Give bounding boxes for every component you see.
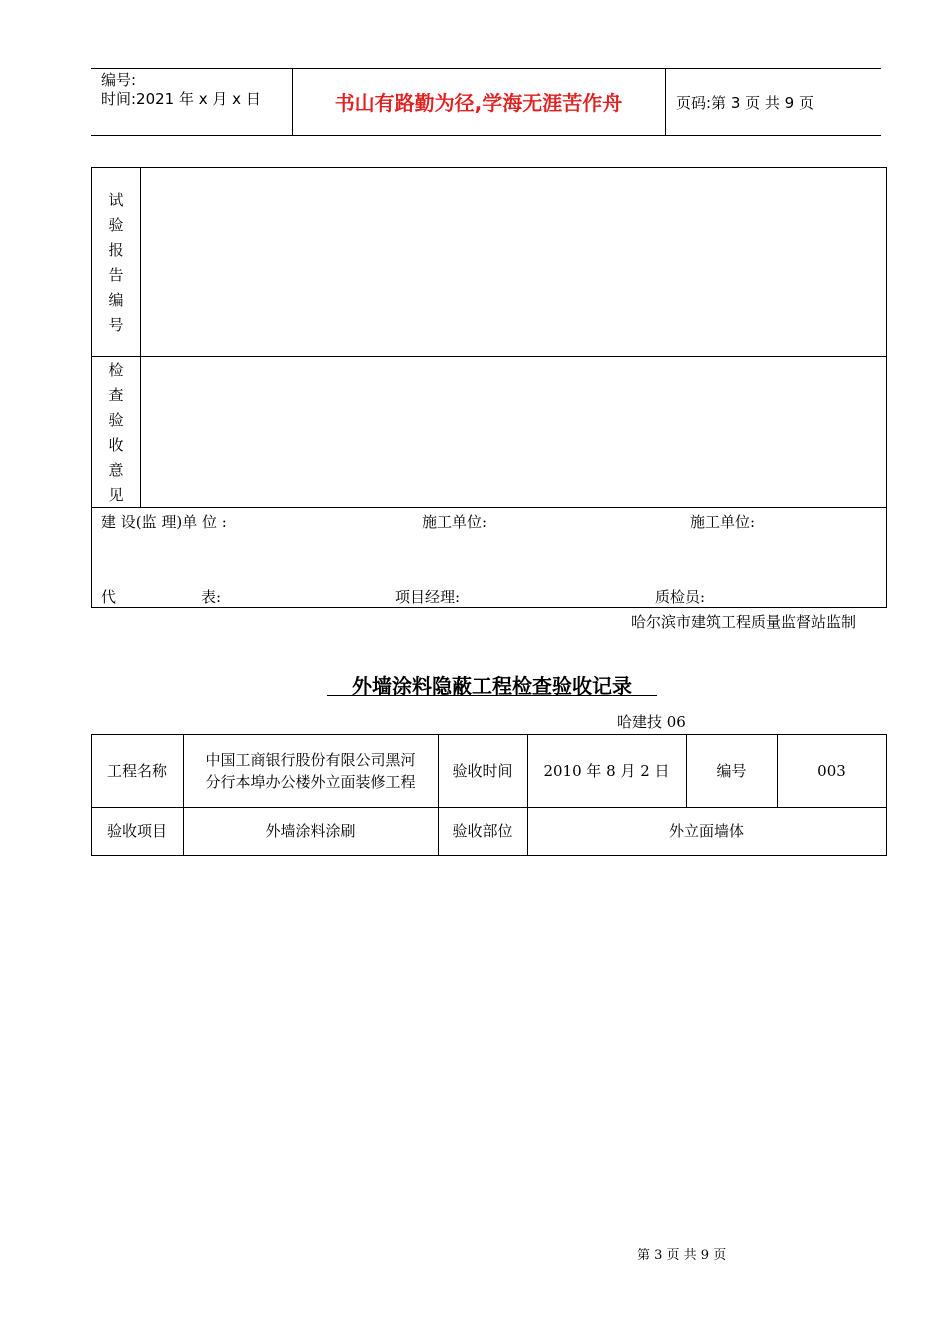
header-number-label: 编号: <box>101 71 137 89</box>
opinion-label-char: 收 <box>108 436 124 454</box>
report-number-field[interactable] <box>142 169 885 355</box>
project-name-value <box>183 734 438 807</box>
inspection-item-label: 验收项目 <box>106 822 167 840</box>
table-right-border <box>886 167 887 608</box>
header-page-info: 页码:第 3 页 共 9 页 <box>676 94 814 112</box>
table-row-divider-1 <box>91 356 887 357</box>
supervisor-note: 哈尔滨市建筑工程质量监督站监制 <box>631 613 857 631</box>
header-time-label: 时间:2021 年 x 月 x 日 <box>101 90 261 108</box>
inspection-part-label: 验收部位 <box>452 822 513 840</box>
sign-representative-b: 表: <box>201 588 222 606</box>
report-label-char: 试 <box>108 191 124 209</box>
header-divider-2 <box>665 68 666 135</box>
project-name-line-2: 分行本埠办公楼外立面装修工程 <box>205 772 416 791</box>
record-number-label: 编号 <box>716 761 747 780</box>
report-label-char: 告 <box>108 266 124 284</box>
opinion-label-char: 意 <box>108 461 124 479</box>
sign-project-manager: 项目经理: <box>395 588 461 606</box>
table-top-border <box>91 167 887 168</box>
table-left-border <box>91 167 92 608</box>
table-bottom-border <box>91 607 887 608</box>
report-label-char: 验 <box>108 216 124 234</box>
sign-quality-inspector: 质检员: <box>655 588 706 606</box>
footer-page-number: 第 3 页 共 9 页 <box>637 1248 727 1263</box>
header-top-rule <box>91 68 881 69</box>
check-time-value: 2010 年 8 月 2 日 <box>543 761 670 780</box>
sign-owner-unit: 建 设(监 理)单 位 : <box>101 513 227 531</box>
opinion-label-char: 见 <box>108 486 124 504</box>
sign-representative-a: 代 <box>101 588 117 606</box>
form-code: 哈建技 06 <box>617 713 686 731</box>
header-motto: 书山有路勤为径,学海无涯苦作舟 <box>334 91 623 115</box>
report-label-char: 报 <box>108 241 124 259</box>
project-name-line-1: 中国工商银行股份有限公司黑河 <box>205 750 416 769</box>
table-label-divider <box>140 167 141 507</box>
form-title-underline <box>327 695 657 696</box>
sign-builder-unit-1: 施工单位: <box>422 513 488 531</box>
opinion-label-char: 查 <box>108 386 124 404</box>
opinion-label-char: 检 <box>108 361 124 379</box>
form-bottom-border <box>91 855 887 856</box>
table-row-divider-2 <box>91 507 887 508</box>
form-title: 外墙涂料隐蔽工程检查验收记录 <box>352 674 632 698</box>
sign-builder-unit-2: 施工单位: <box>690 513 756 531</box>
project-name-label: 工程名称 <box>106 761 167 780</box>
inspection-item-value: 外墙涂料涂刷 <box>265 822 356 840</box>
header-bottom-rule <box>91 135 881 136</box>
opinion-label-char: 验 <box>108 411 124 429</box>
check-time-label: 验收时间 <box>452 761 513 780</box>
record-number-value: 003 <box>817 761 846 780</box>
inspection-part-value: 外立面墙体 <box>668 822 744 840</box>
inspection-opinion-field[interactable] <box>142 358 885 506</box>
form-right-border <box>886 734 887 856</box>
report-number-label <box>104 188 128 338</box>
inspection-opinion-label <box>104 358 128 508</box>
report-label-char: 号 <box>108 316 124 334</box>
report-label-char: 编 <box>108 291 124 309</box>
